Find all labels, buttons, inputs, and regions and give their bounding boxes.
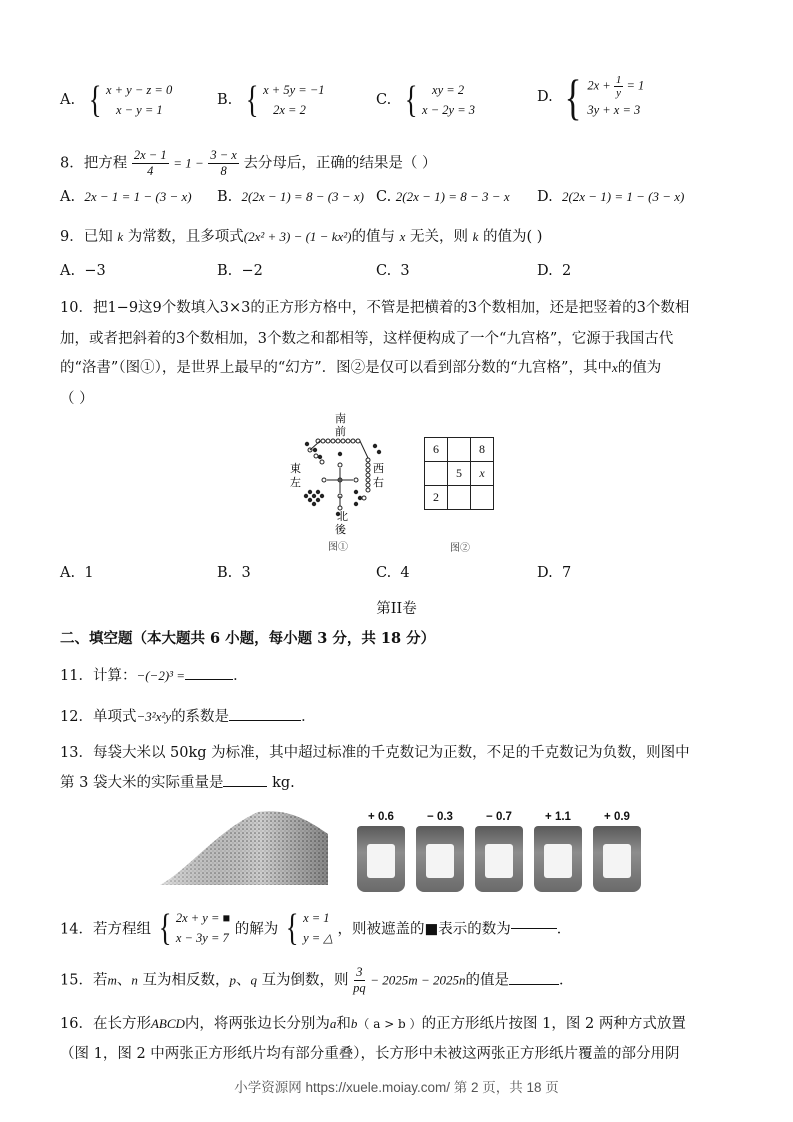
- question-text: 互为相反数，: [142, 972, 230, 989]
- question-number: 8．: [60, 155, 84, 172]
- numerator: 3 − x: [210, 148, 237, 162]
- grid-cell: 2: [425, 486, 448, 510]
- option-label: B.: [217, 92, 233, 108]
- q10-option-c: [376, 565, 410, 581]
- label-west: 西: [373, 462, 384, 475]
- denominator: pq: [353, 981, 366, 995]
- question-text: 把方程: [83, 155, 128, 172]
- question-text: 内，将两张边长分别为: [184, 1016, 330, 1032]
- option-label: C.: [376, 92, 392, 108]
- question-10-line-4: （ ）: [60, 391, 94, 407]
- question-14: [60, 908, 571, 948]
- q7-option-c: [376, 80, 475, 120]
- rice-bag-icon: [357, 826, 405, 892]
- question-text: ，则被遮盖的■表示的数为: [337, 921, 511, 938]
- variable: x: [399, 229, 406, 244]
- q10-option-d: [537, 565, 571, 581]
- answer-blank[interactable]: [185, 679, 233, 680]
- equation: y = △: [303, 931, 333, 945]
- brace-symbol: {: [404, 79, 418, 121]
- rice-pile-image: [158, 800, 330, 888]
- equation-system: [86, 80, 173, 120]
- question-text: 和: [336, 1016, 351, 1032]
- question-text: 的系数是: [171, 709, 230, 725]
- bag-label: + 0.9: [604, 811, 630, 823]
- q8-option-d: [537, 189, 684, 205]
- figure-1-caption: 图①: [328, 542, 348, 553]
- q9-option-d: [537, 263, 571, 279]
- question-text: 去分母后，正确的结果是（ ）: [243, 155, 437, 172]
- denominator: 8: [220, 164, 227, 178]
- option-text: 2x − 1 = 1 − (3 − x): [84, 189, 192, 204]
- q8-option-a: [60, 189, 192, 205]
- option-text: 7: [561, 565, 572, 581]
- luoshu-diagram: [280, 410, 400, 555]
- rice-bag-icon: [534, 826, 582, 892]
- q8-option-c: [376, 189, 510, 205]
- question-text: 11．计算：: [60, 668, 137, 684]
- answer-blank[interactable]: [223, 786, 267, 787]
- brace-symbol: {: [158, 907, 172, 949]
- numerator: 3: [356, 965, 363, 979]
- numerator: 1: [615, 73, 622, 86]
- equation: x − y = 1: [115, 103, 163, 117]
- rice-bag-icon: [593, 826, 641, 892]
- variable: k: [117, 229, 124, 244]
- option-text: 3: [241, 565, 251, 581]
- equation-part: 2x +: [587, 77, 611, 92]
- option-label: B.: [217, 565, 233, 581]
- question-text: ．: [301, 709, 316, 725]
- option-label: C.: [376, 565, 392, 581]
- option-text: 1: [84, 565, 94, 581]
- equation: 2x = 2: [273, 103, 306, 117]
- question-13-line-1: 13．每袋大米以 50kg 为标准，其中超过标准的千克数记为正数，不足的千克数记为负数，则图中: [60, 745, 690, 761]
- question-10-line-2: 加，或者把斜着的3个数相加，3个数之和都相等，这样便构成了一个“九宫格”，它源于我国古代: [60, 331, 674, 347]
- question-10-line-3: [60, 356, 661, 377]
- question-text: 的值与: [351, 229, 395, 245]
- label-front: 前: [335, 425, 346, 438]
- variable: m: [107, 972, 117, 988]
- bag-label: + 0.6: [368, 811, 394, 823]
- question-text: 的“洛書”（图①），是世界上最早的“幻方”．图②是仅可以看到部分数的“九宫格”，其中: [60, 360, 612, 376]
- question-text: 的正方形纸片按图 1，图 2 两种方式放置: [421, 1016, 686, 1032]
- equation-system: [243, 80, 325, 120]
- q8-option-b: [217, 189, 364, 205]
- option-label: D.: [537, 189, 553, 205]
- q7-option-a: [60, 80, 172, 120]
- grid-cell: 5: [448, 462, 471, 486]
- variable: p: [229, 972, 236, 988]
- option-label: D.: [537, 263, 553, 279]
- equation: x + 5y = −1: [263, 83, 325, 97]
- variable: x: [611, 360, 618, 375]
- question-11: [60, 664, 248, 685]
- solution-system: [283, 908, 333, 948]
- variable: b: [350, 1016, 358, 1031]
- question-text: 无关，则: [409, 229, 468, 245]
- condition: （ a > b ）: [357, 1017, 422, 1031]
- question-text: 已知: [83, 229, 113, 245]
- q9-option-c: [376, 263, 410, 279]
- label-south: 南: [335, 412, 346, 425]
- question-text: 互为倒数，则: [261, 972, 349, 989]
- equation: x − 2y = 3: [422, 103, 476, 117]
- variable: n: [131, 972, 138, 988]
- q9-option-a: [60, 263, 106, 279]
- equation: x + y − z = 0: [105, 83, 173, 97]
- option-label: C.: [376, 263, 392, 279]
- question-10-line-1: 10．把1−9这9个数填入3×3的正方形方格中，不管是把横着的3个数相加，还是把竖着的3个数相: [60, 300, 690, 316]
- variable: k: [472, 229, 479, 244]
- option-label: A.: [60, 263, 76, 279]
- fraction: [614, 74, 624, 99]
- fraction: [132, 148, 169, 179]
- grid-cell: [471, 486, 494, 510]
- equation: x − 3y = 7: [175, 931, 229, 945]
- expression: −(−2)³ =: [136, 668, 186, 683]
- grid-cell: x: [471, 462, 494, 486]
- answer-blank[interactable]: [511, 928, 557, 929]
- figure-2-caption: 图②: [450, 543, 470, 554]
- option-label: C.: [376, 189, 392, 205]
- equation-part: = 1: [626, 77, 645, 92]
- question-12: [60, 705, 316, 726]
- grid-cell: [448, 438, 471, 462]
- question-13-line-2: [60, 771, 295, 792]
- option-text: 3: [400, 263, 410, 279]
- expression: − 2025m − 2025n: [370, 972, 466, 988]
- brace-symbol: {: [285, 907, 299, 949]
- grid-cell: 8: [471, 438, 494, 462]
- question-15: [60, 965, 573, 996]
- equation: x = 1: [303, 911, 330, 925]
- option-label: D.: [537, 565, 553, 581]
- option-label: A.: [60, 565, 76, 581]
- question-text: ．: [233, 668, 248, 684]
- fraction: [353, 965, 366, 996]
- brace-symbol: {: [564, 69, 582, 125]
- question-text: 12．单项式: [60, 709, 137, 725]
- option-text: 2: [561, 263, 572, 279]
- answer-blank[interactable]: [509, 984, 559, 985]
- equation: 2x + y = ■: [175, 911, 231, 925]
- option-label: B.: [217, 189, 233, 205]
- label-back: 後: [335, 523, 346, 536]
- label-left: 左: [290, 476, 301, 489]
- bag-label: − 0.7: [486, 811, 512, 823]
- option-label: B.: [217, 263, 233, 279]
- grid-cell: [425, 462, 448, 486]
- option-text: 4: [400, 565, 410, 581]
- equation: [587, 74, 644, 99]
- bag-label: − 0.3: [427, 811, 453, 823]
- variable: a: [329, 1016, 337, 1031]
- option-text: 2(2x − 1) = 1 − (3 − x): [561, 189, 685, 204]
- q9-option-b: [217, 263, 263, 279]
- label-north: 北: [337, 510, 348, 523]
- variable: ABCD: [150, 1016, 185, 1031]
- option-label: A.: [60, 189, 76, 205]
- page-footer: 小学资源网 https://xuele.moiay.com/ 第 2 页，共 18 页: [234, 1080, 559, 1095]
- hollow-dots-top: [316, 439, 360, 443]
- equation: 3y + x = 3: [587, 102, 641, 117]
- question-text: ．: [558, 972, 574, 989]
- rice-bag-icon: [416, 826, 464, 892]
- question-text: 、: [116, 972, 132, 989]
- section-heading: 二、填空题（本大题共 6 小题，每小题 3 分，共 18 分）: [60, 630, 436, 647]
- bag-label: + 1.1: [545, 811, 571, 823]
- volume-title: 第II卷: [376, 601, 417, 617]
- equation-system: [561, 69, 645, 125]
- grid-cell: 6: [425, 438, 448, 462]
- denominator: 4: [147, 164, 154, 178]
- answer-blank[interactable]: [229, 720, 301, 721]
- question-text: 14．若方程组: [60, 921, 151, 938]
- variable: q: [250, 972, 257, 988]
- question-9: [60, 225, 542, 246]
- question-text: 为常数，且多项式: [127, 229, 244, 245]
- option-text: 2(2x − 1) = 8 − 3 − x: [395, 189, 510, 204]
- brace-symbol: {: [88, 79, 102, 121]
- question-text: 第 3 袋大米的实际重量是: [60, 775, 224, 791]
- question-text: ．: [556, 921, 572, 938]
- equation-system: [402, 80, 475, 120]
- hollow-dots-right: [366, 458, 370, 492]
- magic-square-grid: [424, 437, 494, 510]
- question-text: 的值为: [617, 360, 662, 376]
- question-text: 的值为( ): [482, 229, 543, 245]
- label-east: 東: [290, 462, 301, 475]
- option-text: 2(2x − 1) = 8 − (3 − x): [241, 189, 364, 204]
- question-number: 9．: [60, 229, 84, 245]
- q7-option-d: [537, 69, 645, 125]
- question-text: kg.: [272, 775, 295, 791]
- option-label: D.: [537, 89, 553, 105]
- question-16-line-1: [60, 1012, 686, 1033]
- expression: (2x² + 3) − (1 − kx²): [243, 229, 352, 244]
- option-text: −3: [84, 263, 106, 279]
- q10-option-a: [60, 565, 94, 581]
- question-text: 的值是: [465, 972, 509, 989]
- question-8: [60, 148, 437, 179]
- option-text: −2: [241, 263, 263, 279]
- denominator: y: [616, 86, 621, 99]
- fraction: [208, 148, 238, 179]
- rice-bag-icon: [475, 826, 523, 892]
- q10-option-b: [217, 565, 251, 581]
- option-label: A.: [60, 92, 76, 108]
- numerator: 2x − 1: [133, 148, 167, 162]
- brace-symbol: {: [245, 79, 259, 121]
- question-text: 16．在长方形: [60, 1016, 151, 1032]
- equation-part: = 1 −: [173, 155, 204, 171]
- question-text: 的解为: [234, 921, 279, 938]
- question-16-line-2: （图 1，图 2 中两张正方形纸片均有部分重叠），长方形中未被这两张正方形纸片覆盖的部分用阴: [60, 1046, 680, 1062]
- question-text: 15．若: [60, 972, 108, 989]
- question-text: 、: [235, 972, 251, 989]
- equation: xy = 2: [432, 83, 465, 97]
- equation-system: [156, 908, 231, 948]
- label-right: 右: [373, 476, 384, 489]
- q7-option-b: [217, 80, 325, 120]
- grid-cell: [448, 486, 471, 510]
- expression: −3²x²y: [136, 709, 172, 724]
